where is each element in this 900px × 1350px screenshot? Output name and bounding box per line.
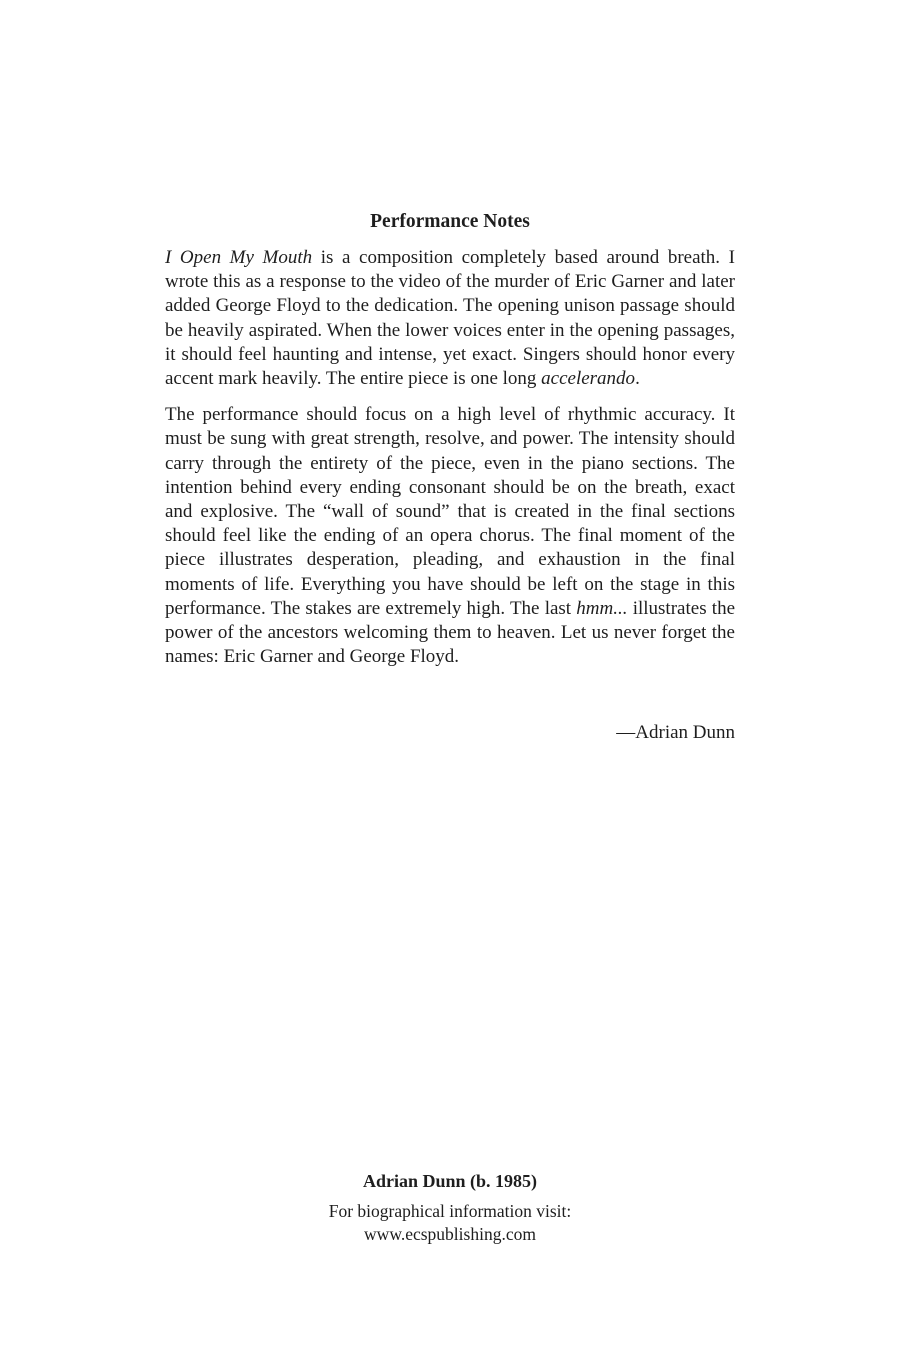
paragraph-1-text-b: . [635,368,640,390]
performance-notes-body [165,246,735,681]
paragraph-2-text-a: The performance should focus on a high level of rhythmic accuracy. It must be sung with great strength, resolve, and power. The intensity should carry through the entirety of the piece, even in the piano sections. The intention behind every ending consonant should be on the breath, exact and explosive. The “wall of sound” that is created in the final sections should feel like the ending of an opera chorus. The final moment of the piece illustrates desperation, pleading, and exhaustion in the final moments of life. Everything you have should be left on the stage in this performance. The stakes are extremely high. The last [165,404,735,619]
author-signature: —Adrian Dunn [616,722,735,743]
bio-info-line: For biographical information visit: [328,1201,572,1221]
hmm-term: hmm... [576,597,628,619]
piece-title: I Open My Mouth [165,247,313,268]
notes-paragraph-2 [165,403,735,669]
publisher-url[interactable]: www.ecspublishing.com [364,1224,536,1244]
paragraph-2-text-b: illustrates the power of the ancestors welcoming them to heaven. Let us never forget the names: Eric Garner and George Floyd. [165,597,735,668]
notes-paragraph-1 [165,246,735,391]
tempo-term: accelerando [541,368,636,390]
composer-name: Adrian Dunn (b. 1985) [362,1171,538,1191]
page-title: Performance Notes [370,211,530,232]
paragraph-1-text-a: is a composition completely based around breath. I wrote this as a response to the video of the murder of Eric Garner and later added George Floyd to the dedication. The opening unison passage should be heavily aspirated. When the lower voices enter in the opening passages, it should feel haunting and intense, yet exact. Singers should honor every accent mark heavily. The entire piece is one long [165,247,735,390]
